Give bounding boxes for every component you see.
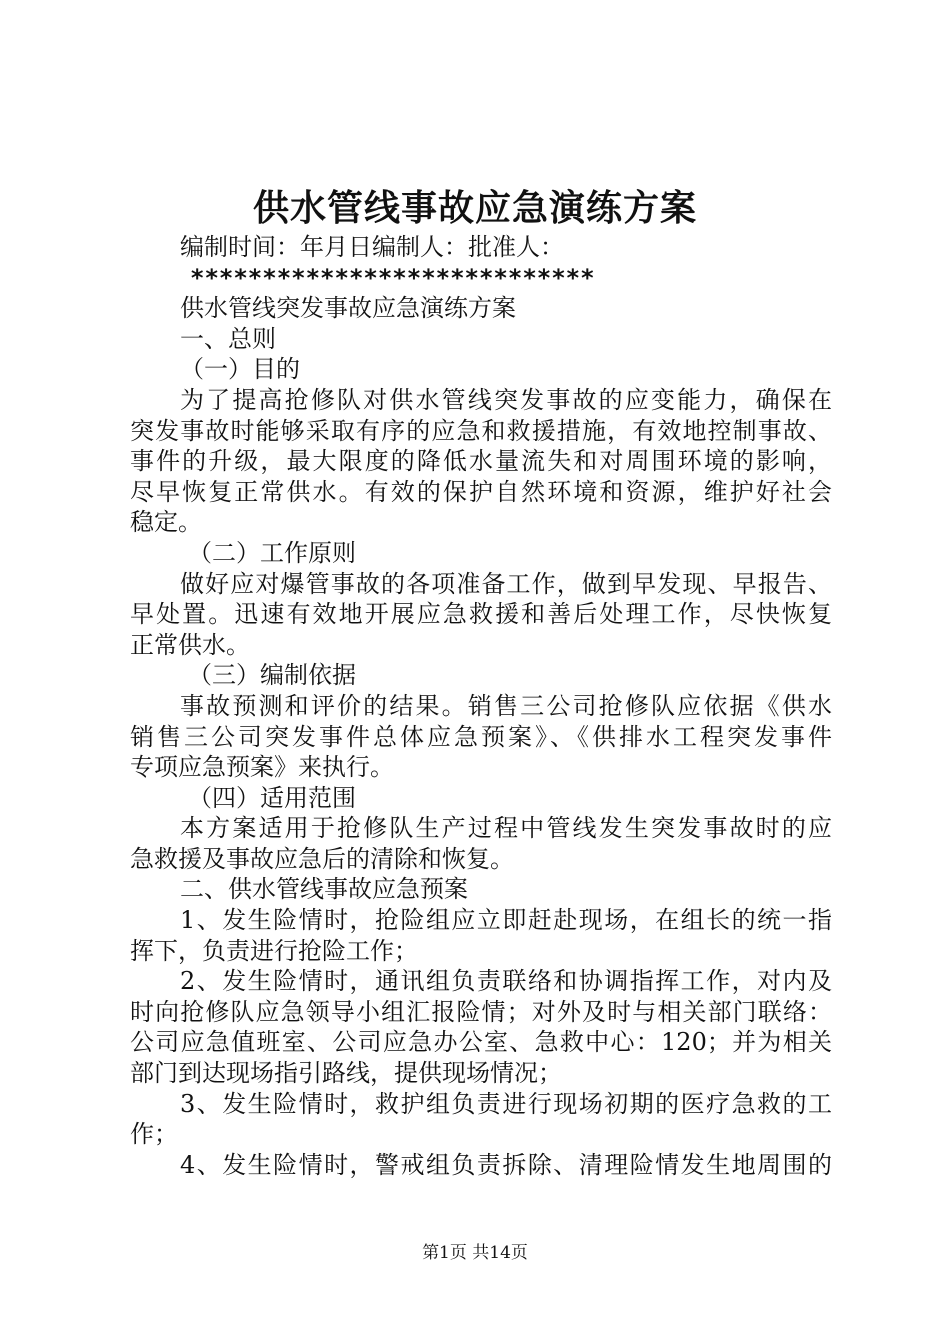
subsection-heading-principles: （二）工作原则 [188, 538, 356, 567]
section-heading-general: 一、总则 [180, 324, 276, 353]
list-item-line: 1、发生险情时，抢险组应立即赶赴现场，在组长的统一指 [180, 906, 832, 935]
paragraph-line: 做好应对爆管事故的各项准备工作，做到早发现、早报告、 [180, 569, 832, 598]
list-item-line: 时向抢修队应急领导小组汇报险情；对外及时与相关部门联络： [130, 997, 832, 1026]
subsection-heading-purpose: （一）目的 [180, 355, 300, 384]
page-number-footer: 第1页 共14页 [422, 1243, 528, 1263]
list-item-line: 公司应急值班室、公司应急办公室、急救中心：120；并为相关 [130, 1028, 832, 1057]
document-subtitle: 供水管线突发事故应急演练方案 [180, 294, 516, 323]
list-item-line: 3、发生险情时，救护组负责进行现场初期的医疗急救的工 [180, 1089, 832, 1118]
document-body [130, 232, 832, 1180]
list-item-line: 挥下，负责进行抢险工作； [130, 936, 418, 965]
paragraph-line: 专项应急预案》来执行。 [130, 753, 394, 782]
paragraph-line: 销售三公司突发事件总体应急预案》、《供排水工程突发事件 [130, 722, 832, 751]
list-item-line: 2、发生险情时，通讯组负责联络和协调指挥工作，对内及 [180, 967, 832, 996]
subsection-heading-scope: （四）适用范围 [188, 783, 356, 812]
paragraph-line: 突发事故时能够采取有序的应急和救援措施，有效地控制事故、 [130, 416, 832, 445]
paragraph-line: 为了提高抢修队对供水管线突发事故的应变能力，确保在 [180, 385, 832, 414]
paragraph-line: 急救援及事故应急后的清除和恢复。 [130, 844, 514, 873]
subsection-heading-basis: （三）编制依据 [188, 661, 356, 690]
meta-line: 编制时间：年月日编制人：批准人： [180, 233, 564, 261]
paragraph-line: 早处置。迅速有效地开展应急救援和善后处理工作，尽快恢复 [130, 600, 832, 629]
list-item-line: 4、发生险情时，警戒组负责拆除、清理险情发生地周围的 [180, 1150, 832, 1179]
paragraph-line: 本方案适用于抢修队生产过程中管线发生突发事故时的应 [180, 814, 832, 843]
paragraph-line: 正常供水。 [130, 630, 250, 659]
paragraph-line: 事件的升级，最大限度的降低水量流失和对周围环境的影响， [130, 447, 832, 476]
list-item-line: 部门到达现场指引路线，提供现场情况； [130, 1059, 562, 1088]
separator-line: **************************** [190, 263, 595, 292]
list-item-line: 作； [130, 1120, 178, 1149]
paragraph-line: 稳定。 [130, 508, 202, 537]
document-title: 供水管线事故应急演练方案 [252, 187, 697, 229]
paragraph-line: 尽早恢复正常供水。有效的保护自然环境和资源，维护好社会 [130, 477, 832, 506]
paragraph-line: 事故预测和评价的结果。销售三公司抢修队应依据《供水 [180, 691, 832, 720]
section-heading-plan: 二、供水管线事故应急预案 [180, 875, 468, 904]
